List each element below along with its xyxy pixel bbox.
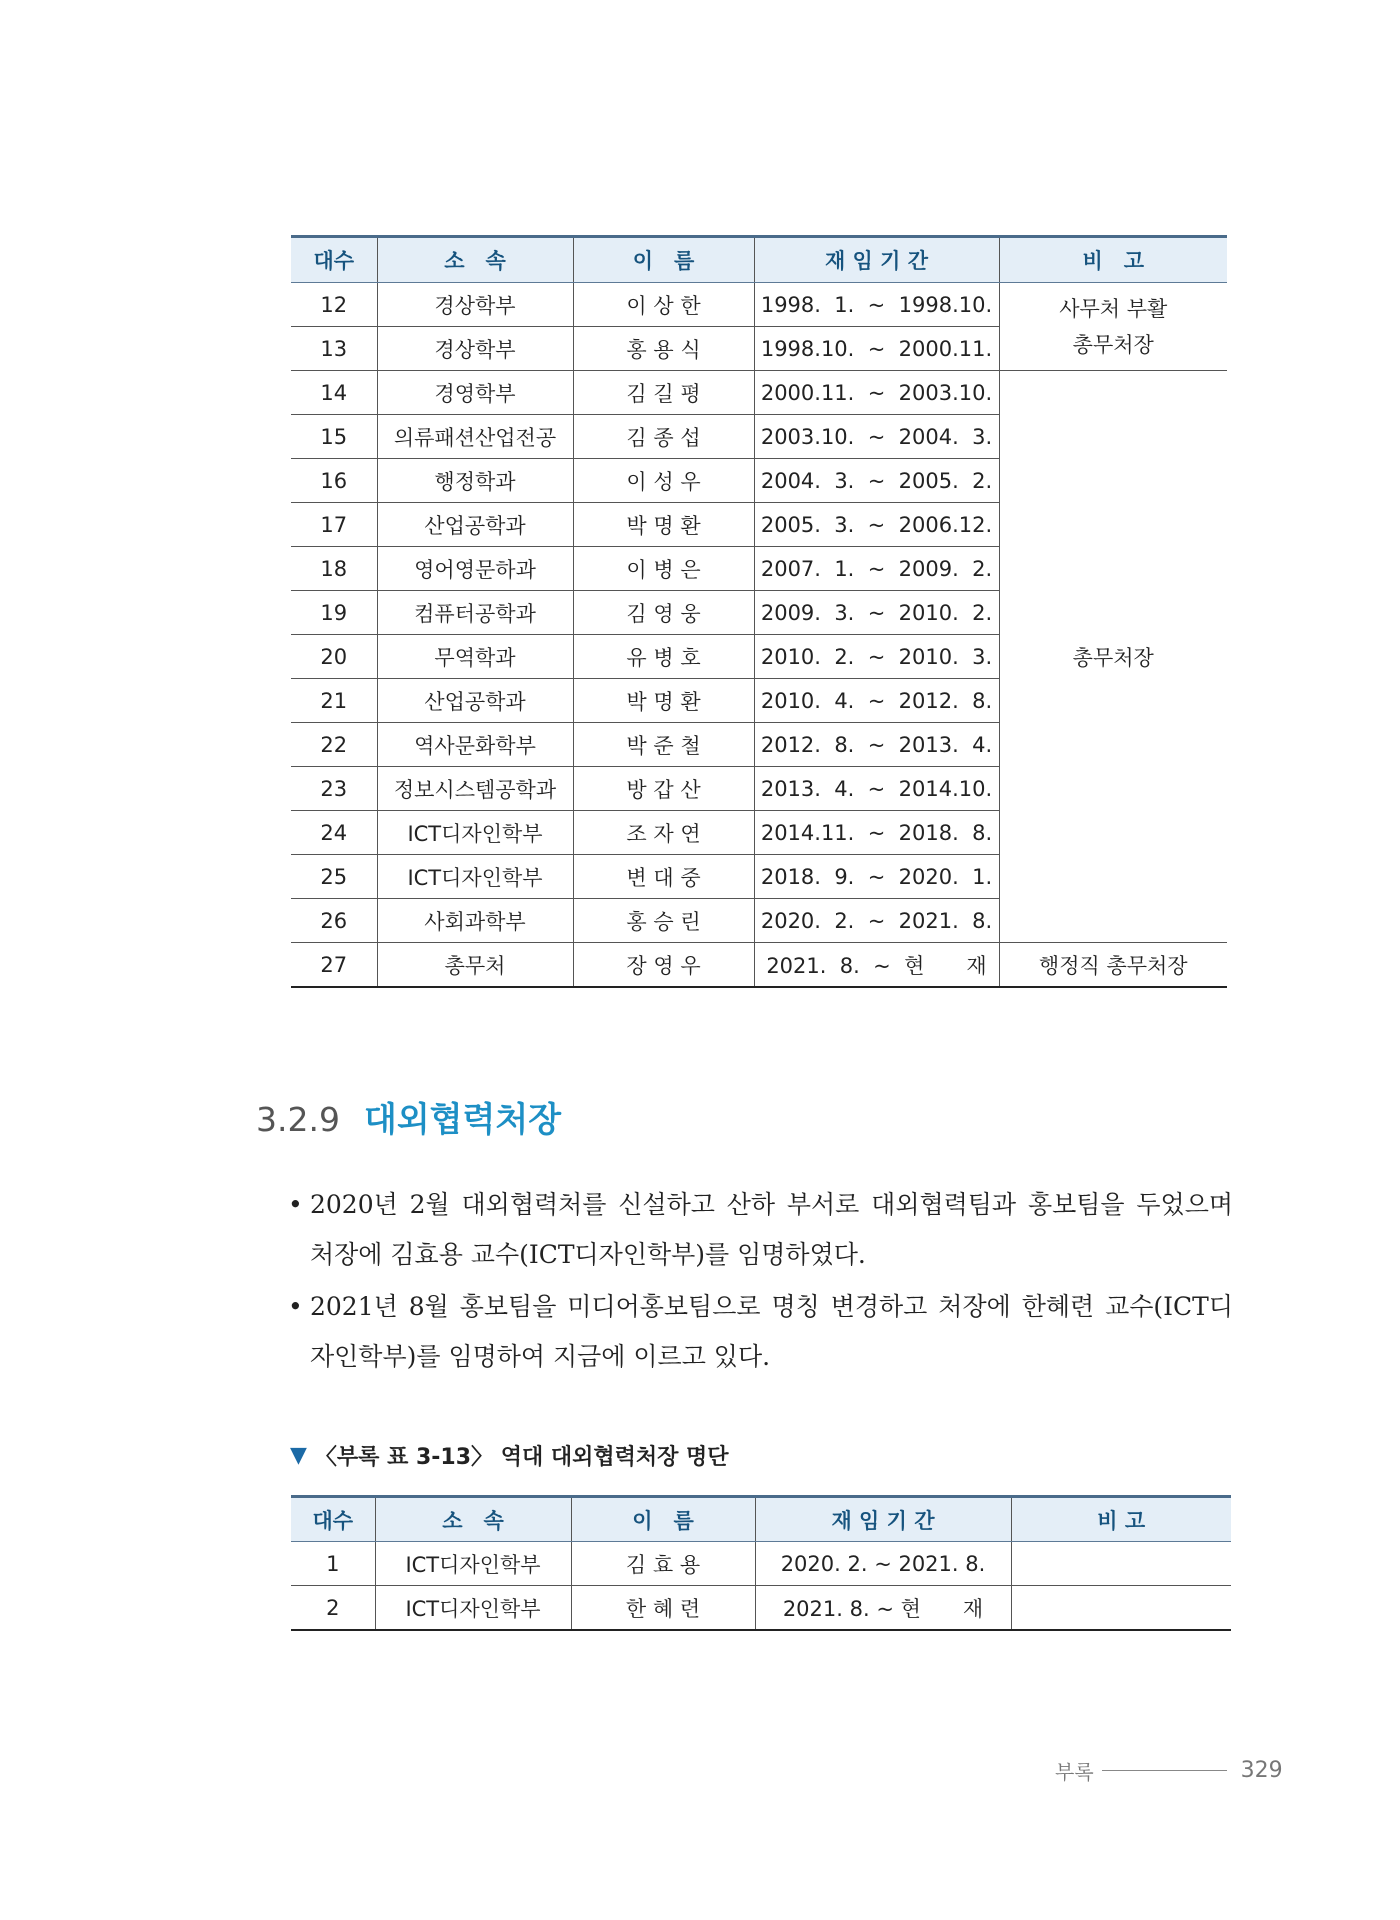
table-header-row bbox=[291, 1497, 1231, 1542]
cell-dept: 역사문화학부 bbox=[377, 723, 573, 767]
cell-period: 2020. 2. ~ 2021. 8. bbox=[754, 899, 999, 943]
cell-period: 2021. 8. ~ 현 재 bbox=[755, 1586, 1011, 1631]
cell-period: 2021. 8. ~ 현 재 bbox=[754, 943, 999, 988]
cell-period: 2003.10. ~ 2004. 3. bbox=[754, 415, 999, 459]
cell-period: 2004. 3. ~ 2005. 2. bbox=[754, 459, 999, 503]
cell-no: 17 bbox=[291, 503, 377, 547]
header-period: 재 임 기 간 bbox=[754, 237, 999, 283]
cell-dept: ICT디자인학부 bbox=[377, 811, 573, 855]
section-heading bbox=[256, 1092, 561, 1141]
cell-period: 2018. 9. ~ 2020. 1. bbox=[754, 855, 999, 899]
cell-dept: 산업공학과 bbox=[377, 503, 573, 547]
header-note: 비 고 bbox=[999, 237, 1227, 283]
cell-dept: 사회과학부 bbox=[377, 899, 573, 943]
cell-no: 23 bbox=[291, 767, 377, 811]
page-number: 329 bbox=[1240, 1758, 1283, 1783]
cell-name: 방 갑 산 bbox=[573, 767, 754, 811]
note-line: 총무처장 bbox=[1072, 332, 1154, 357]
cell-no: 2 bbox=[291, 1586, 375, 1631]
table-row bbox=[291, 1586, 1231, 1631]
cell-period: 2007. 1. ~ 2009. 2. bbox=[754, 547, 999, 591]
cell-period: 2009. 3. ~ 2010. 2. bbox=[754, 591, 999, 635]
footer-label: 부록 bbox=[1055, 1760, 1094, 1784]
cell-period: 1998.10. ~ 2000.11. bbox=[754, 327, 999, 371]
cell-no: 26 bbox=[291, 899, 377, 943]
cell-period: 2014.11. ~ 2018. 8. bbox=[754, 811, 999, 855]
note-line: 사무처 부활 bbox=[1059, 296, 1168, 321]
bullet-dot-icon: • bbox=[288, 1292, 303, 1321]
cell-dept: 경영학부 bbox=[377, 371, 573, 415]
cell-period: 1998. 1. ~ 1998.10. bbox=[754, 283, 999, 327]
cell-dept: 산업공학과 bbox=[377, 679, 573, 723]
cell-no: 16 bbox=[291, 459, 377, 503]
triangle-down-icon: ▼ bbox=[290, 1443, 307, 1468]
cell-name: 이 병 은 bbox=[573, 547, 754, 591]
cell-dept: 의류패션산업전공 bbox=[377, 415, 573, 459]
cell-no: 14 bbox=[291, 371, 377, 415]
cell-dept: 행정학과 bbox=[377, 459, 573, 503]
cell-note-merged: 총무처장 bbox=[999, 371, 1227, 943]
header-no: 대수 bbox=[291, 237, 377, 283]
cell-name: 장 영 우 bbox=[573, 943, 754, 988]
cell-dept: 경상학부 bbox=[377, 327, 573, 371]
cell-note bbox=[1011, 1542, 1231, 1586]
cell-no: 20 bbox=[291, 635, 377, 679]
cell-no: 13 bbox=[291, 327, 377, 371]
cell-dept: 무역학과 bbox=[377, 635, 573, 679]
cell-no: 25 bbox=[291, 855, 377, 899]
table-caption bbox=[290, 1440, 729, 1471]
cell-no: 1 bbox=[291, 1542, 375, 1586]
cell-dept: 영어영문하과 bbox=[377, 547, 573, 591]
cell-name: 김 길 평 bbox=[573, 371, 754, 415]
cell-no: 21 bbox=[291, 679, 377, 723]
cell-period: 2010. 4. ~ 2012. 8. bbox=[754, 679, 999, 723]
cell-name: 유 병 호 bbox=[573, 635, 754, 679]
cell-period: 2012. 8. ~ 2013. 4. bbox=[754, 723, 999, 767]
cell-name: 이 상 한 bbox=[573, 283, 754, 327]
cell-no: 19 bbox=[291, 591, 377, 635]
chief-list-table bbox=[291, 235, 1227, 988]
section-number: 3.2.9 bbox=[256, 1100, 340, 1139]
bullet-dot-icon: • bbox=[288, 1190, 303, 1219]
external-affairs-chief-table bbox=[291, 1495, 1231, 1631]
table-row bbox=[291, 371, 1227, 415]
section-title: 대외협력처장 bbox=[363, 1100, 562, 1140]
cell-name: 홍 승 린 bbox=[573, 899, 754, 943]
footer-divider bbox=[1102, 1770, 1227, 1771]
header-note: 비 고 bbox=[1011, 1497, 1231, 1542]
cell-no: 15 bbox=[291, 415, 377, 459]
cell-name: 홍 용 식 bbox=[573, 327, 754, 371]
cell-dept: ICT디자인학부 bbox=[375, 1542, 571, 1586]
header-name: 이 름 bbox=[571, 1497, 755, 1542]
cell-name: 박 명 환 bbox=[573, 503, 754, 547]
cell-period: 2000.11. ~ 2003.10. bbox=[754, 371, 999, 415]
cell-dept: ICT디자인학부 bbox=[377, 855, 573, 899]
list-item bbox=[288, 1282, 1233, 1382]
cell-period: 2005. 3. ~ 2006.12. bbox=[754, 503, 999, 547]
header-dept: 소 속 bbox=[377, 237, 573, 283]
cell-no: 22 bbox=[291, 723, 377, 767]
table-row bbox=[291, 283, 1227, 327]
table-row bbox=[291, 1542, 1231, 1586]
cell-dept: 총무처 bbox=[377, 943, 573, 988]
cell-note bbox=[1011, 1586, 1231, 1631]
table-row bbox=[291, 943, 1227, 988]
cell-dept: ICT디자인학부 bbox=[375, 1586, 571, 1631]
cell-period: 2010. 2. ~ 2010. 3. bbox=[754, 635, 999, 679]
cell-note: 행정직 총무처장 bbox=[999, 943, 1227, 988]
header-dept: 소 속 bbox=[375, 1497, 571, 1542]
cell-name: 박 준 철 bbox=[573, 723, 754, 767]
bullet-text: 2020년 2월 대외협력처를 신설하고 산하 부서로 대외협력팀과 홍보팀을 두었으며 처장에 김효용 교수(ICT디자인학부)를 임명하였다. bbox=[310, 1190, 1233, 1269]
cell-name: 변 대 중 bbox=[573, 855, 754, 899]
cell-name: 김 종 섭 bbox=[573, 415, 754, 459]
cell-period: 2020. 2. ~ 2021. 8. bbox=[755, 1542, 1011, 1586]
cell-dept: 정보시스템공학과 bbox=[377, 767, 573, 811]
bullet-list bbox=[288, 1180, 1233, 1382]
cell-period: 2013. 4. ~ 2014.10. bbox=[754, 767, 999, 811]
cell-note-merged bbox=[999, 283, 1227, 371]
cell-name: 박 명 환 bbox=[573, 679, 754, 723]
cell-no: 24 bbox=[291, 811, 377, 855]
cell-name: 김 효 용 bbox=[571, 1542, 755, 1586]
cell-name: 조 자 연 bbox=[573, 811, 754, 855]
cell-dept: 컴퓨터공학과 bbox=[377, 591, 573, 635]
bullet-text: 2021년 8월 홍보팀을 미디어홍보팀으로 명칭 변경하고 처장에 한혜련 교수(ICT디자인학부)를 임명하여 지금에 이르고 있다. bbox=[310, 1292, 1233, 1371]
header-no: 대수 bbox=[291, 1497, 375, 1542]
table-header-row bbox=[291, 237, 1227, 283]
cell-name: 한 혜 련 bbox=[571, 1586, 755, 1631]
cell-no: 27 bbox=[291, 943, 377, 988]
cell-no: 12 bbox=[291, 283, 377, 327]
cell-dept: 경상학부 bbox=[377, 283, 573, 327]
page-footer bbox=[1055, 1756, 1300, 1785]
cell-no: 18 bbox=[291, 547, 377, 591]
header-name: 이 름 bbox=[573, 237, 754, 283]
cell-name: 김 영 웅 bbox=[573, 591, 754, 635]
list-item bbox=[288, 1180, 1233, 1280]
caption-text: 〈부록 표 3-13〉 역대 대외협력처장 명단 bbox=[314, 1445, 729, 1470]
cell-name: 이 성 우 bbox=[573, 459, 754, 503]
header-period: 재 임 기 간 bbox=[755, 1497, 1011, 1542]
